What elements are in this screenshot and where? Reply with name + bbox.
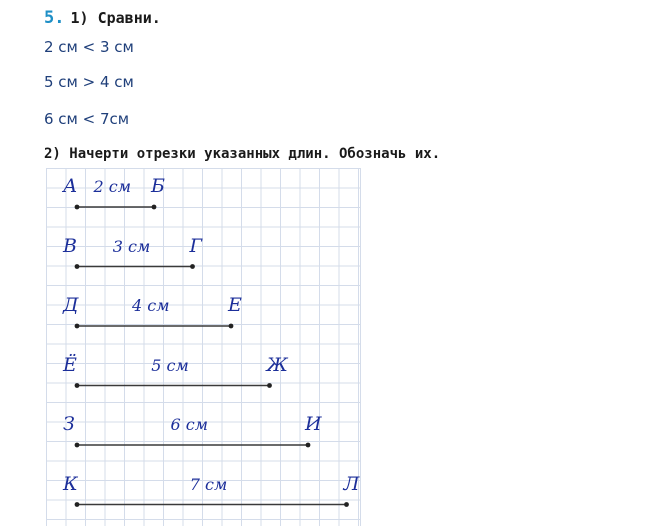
segment-4-end-point: [267, 383, 272, 388]
segment-1-start-label: А: [63, 175, 78, 197]
segment-3-start-point: [75, 324, 80, 329]
comparison-3: 6 см < 7см: [44, 110, 130, 128]
segment-2-start-label: В: [63, 234, 77, 257]
segment-6-length-label: 7 см: [189, 474, 228, 494]
segment-5-end-point: [306, 443, 311, 448]
segment-6-end-label: Л: [343, 472, 360, 495]
segment-5-length-label: 6 см: [170, 415, 208, 434]
segment-1-start-point: [75, 205, 80, 210]
segment-3-length-label: 4 см: [132, 296, 170, 315]
segment-4-start-label: Ё: [63, 353, 77, 376]
segment-1-end-label: Б: [151, 175, 165, 197]
segment-4-length-label: 5 см: [151, 355, 189, 375]
comparison-1: 2 см < 3 см: [44, 38, 134, 56]
segment-2-end-label: Г: [189, 234, 203, 257]
segment-1-length-label: 2 см: [93, 177, 131, 196]
segment-6-end-point: [344, 502, 349, 507]
segment-6-start-point: [75, 502, 80, 507]
part2-title: 2) Начерти отрезки указанных длин. Обозначь их.: [44, 146, 441, 162]
segment-1-end-point: [152, 205, 157, 210]
segment-2-length-label: 3 см: [112, 236, 151, 256]
task-number: 5.: [44, 8, 65, 28]
segment-2-end-point: [190, 264, 195, 269]
segment-5-start-point: [75, 443, 80, 448]
segment-3-end-point: [229, 324, 234, 329]
segment-5-end-label: И: [305, 413, 322, 435]
segment-2-start-point: [75, 264, 80, 269]
segment-3-start-label: Д: [63, 294, 79, 316]
segment-3-end-label: Е: [228, 294, 242, 316]
segment-4-end-label: Ж: [266, 353, 288, 376]
comparison-2: 5 см > 4 см: [44, 73, 134, 91]
segment-5-start-label: З: [63, 413, 75, 435]
segment-4-start-point: [75, 383, 80, 388]
part1-title: 1) Сравни.: [70, 9, 161, 27]
segment-6-start-label: К: [63, 472, 78, 495]
